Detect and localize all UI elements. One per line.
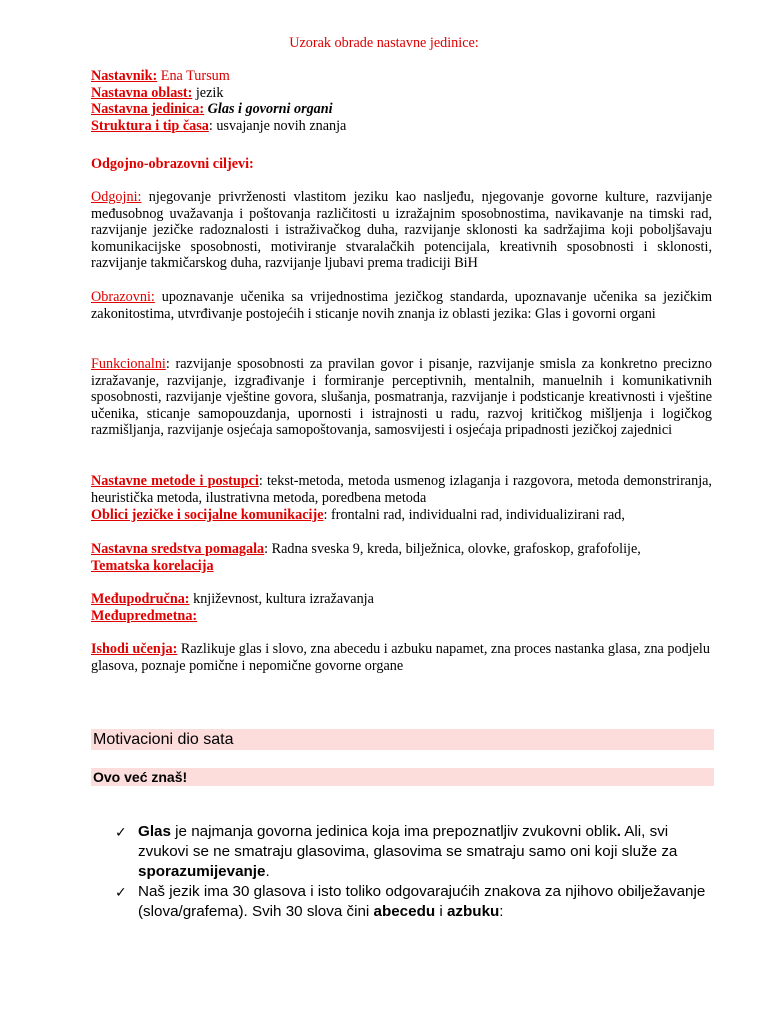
header-info bbox=[91, 68, 712, 134]
forms-block bbox=[91, 507, 712, 524]
bullet-text: Naš jezik ima 30 glasova i isto toliko odgovarajućih znakova za njihovo obilježavanje (slova/grafema). Svih 30 slova čini bbox=[138, 883, 706, 920]
outcomes-label: Ishodi učenja: bbox=[91, 641, 178, 657]
unit-value: Glas i govorni organi bbox=[204, 101, 333, 118]
outcomes-text: Razlikuje glas i slovo, zna abecedu i azbuku napamet, zna proces nastanka glasa, zna podjelu glasova, poznaje pomične i nepomične govorne organe bbox=[91, 641, 710, 674]
bullet-text: . bbox=[265, 863, 270, 880]
goals-instructional bbox=[91, 289, 712, 322]
correlation-line bbox=[91, 558, 712, 575]
instructional-label: Obrazovni: bbox=[91, 289, 155, 305]
teacher-label: Nastavnik: bbox=[91, 68, 158, 84]
educational-label: Odgojni: bbox=[91, 189, 142, 205]
interdisciplinary-block bbox=[91, 591, 712, 624]
area-label: Nastavna oblast: bbox=[91, 84, 193, 101]
section-you-know: Ovo već znaš! bbox=[91, 768, 714, 786]
cross-subject-label: Međupredmetna: bbox=[91, 607, 198, 624]
aids-line bbox=[91, 541, 712, 558]
goals-educational bbox=[91, 189, 712, 272]
structure-line bbox=[91, 118, 712, 135]
structure-label: Struktura i tip časa bbox=[91, 117, 209, 134]
area-line bbox=[91, 85, 712, 102]
bullet-text: : bbox=[499, 903, 504, 920]
section-motivational: Motivacioni dio sata bbox=[91, 729, 714, 750]
term-sporazumijevanje: sporazumijevanje bbox=[138, 863, 266, 880]
forms-text: : frontalni rad, individualni rad, individualizirani rad, bbox=[323, 507, 625, 523]
educational-text: njegovanje privrženosti vlastitom jeziku kao nasljeđu, njegovanje govorne kulture, razvijanje međusobnog uvažavanja i poštovanja različitosti u izražajnim sposobnostima, navikavanje na timski rad, razvijanje jezičke radoznalosti i istraživačkog duha, razvijanje sklonosti ka sadržajima koji poboljšavaju komunikacijske sposobnosti, motiviranje stvaralačkih potencijala, kreativnih sposobnosti i sklonosti, razvijanje takmičarskog duha, razvijanje ljubavi prema tradiciji BiH bbox=[91, 189, 712, 272]
area-value: jezik bbox=[192, 84, 224, 101]
outcomes-block bbox=[91, 641, 712, 674]
goals-functional bbox=[91, 356, 712, 439]
aids-text: : Radna sveska 9, kreda, bilježnica, olovke, grafoskop, grafofolije, bbox=[264, 541, 641, 557]
check-icon: ✓ bbox=[115, 824, 127, 840]
instructional-text: upoznavanje učenika sa vrijednostima jezičkog standarda, upoznavanje učenika sa jezičkim zakonitostima, utvrđivanje postojećih i sticanje novih znanja iz oblasti jezika: Glas i govorni organi bbox=[91, 289, 712, 322]
bullet-text: Ali, svi zvukovi se ne smatraju glasovima, glasovima se smatraju samo oni koji služe za bbox=[138, 823, 678, 860]
fact-list bbox=[115, 822, 715, 922]
term-azbuka: azbuku bbox=[446, 903, 500, 920]
teacher-value: Ena Tursum bbox=[157, 68, 230, 84]
unit-line bbox=[91, 101, 712, 118]
document-title: Uzorak obrade nastavne jedinice: bbox=[289, 35, 479, 51]
functional-label: Funkcionalni bbox=[91, 356, 166, 372]
cross-area-text: književnost, kultura izražavanja bbox=[189, 591, 374, 607]
forms-label: Oblici jezičke i socijalne komunikacije bbox=[91, 507, 324, 523]
term-glas: Glas bbox=[138, 823, 171, 840]
bullet-punct: . bbox=[616, 823, 621, 840]
list-item bbox=[115, 882, 715, 922]
goals-heading: Odgojno-obrazovni ciljevi: bbox=[91, 156, 254, 172]
methods-block bbox=[91, 473, 712, 506]
check-icon: ✓ bbox=[115, 884, 127, 900]
term-abeceda: abecedu bbox=[373, 903, 436, 920]
bullet-text: i bbox=[435, 903, 447, 920]
functional-text: : razvijanje sposobnosti za pravilan govor i pisanje, razvijanje smisla za konkretno precizno izražavanje, razvijanje, izgrađivanje i formiranje perceptivnih, mentalnih, manuelnih i komunikativnih sposobnosti, razvijanje vještine govora, slušanja, posmatranja, razvijanje i podsticanje kreativnosti i vještine učenika, sticanje samopouzdanja, upornosti i istrajnosti u radu, razvoj kritičkog mišljenja i logičkog razmišljanja, razvijanje osjećaja samopoštovanja, samosvijesti i osjećaja pripadnosti jezičkoj zajednici bbox=[91, 356, 712, 439]
cross-area-line bbox=[91, 591, 712, 608]
methods-text: : tekst-metoda, metoda usmenog izlaganja i razgovora, metoda demonstriranja, heuristička metoda, ilustrativna metoda, poredbena metoda bbox=[91, 473, 712, 506]
unit-label: Nastavna jedinica: bbox=[91, 101, 205, 118]
teacher-line bbox=[91, 68, 712, 85]
methods-label: Nastavne metode i postupci bbox=[91, 473, 259, 489]
structure-value: : usvajanje novih znanja bbox=[208, 117, 347, 134]
bullet-text: je najmanja govorna jedinica koja ima prepoznatljiv zvukovni oblik bbox=[170, 823, 617, 840]
list-item bbox=[115, 822, 715, 882]
aids-block bbox=[91, 541, 712, 574]
cross-area-label: Međupodručna: bbox=[91, 591, 190, 607]
aids-label: Nastavna sredstva pomagala bbox=[91, 541, 265, 557]
correlation-label: Tematska korelacija bbox=[91, 557, 214, 574]
cross-subject-line bbox=[91, 608, 712, 625]
